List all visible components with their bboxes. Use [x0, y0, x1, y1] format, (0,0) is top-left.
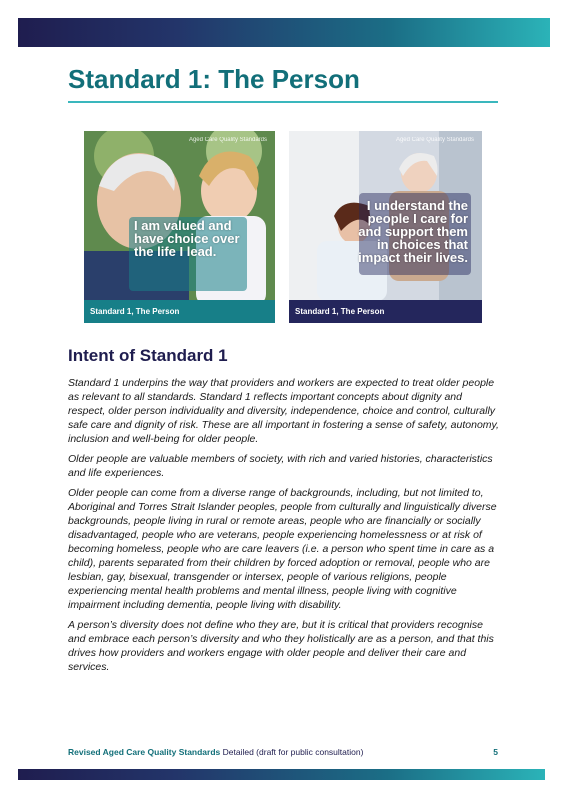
photo-caption-2: Standard 1, The Person: [289, 300, 482, 323]
paragraph: Standard 1 underpins the way that providers and workers are expected to treat older people as relevant to all standards. Standard 1 reflects important concepts about dignity and respect, older person individuality and diversity, independence, choice and control, culturally safe care and dignity of risk. These are all important in fostering a sense of safety, autonomy, inclusion and well-being for older people.: [68, 377, 499, 445]
title-divider: [68, 101, 498, 103]
photo-tag-2: Aged Care Quality Standards: [395, 137, 474, 143]
bottom-gradient-band: [18, 769, 545, 780]
section-heading: Intent of Standard 1: [68, 346, 228, 365]
section-body: [68, 376, 500, 680]
footer-brand: Revised Aged Care Quality Standards: [68, 747, 221, 757]
photo-quote-2: I understand the people I care for and support them in choices that impact their lives.: [358, 198, 468, 265]
standard-photo-1: [84, 131, 275, 323]
photo-caption-1: Standard 1, The Person: [84, 300, 275, 323]
page-number: 5: [493, 747, 498, 757]
paragraph: A person’s diversity does not define who they are, but it is critical that providers recognise and embrace each person’s diversity and who they holistically are as a person, and that this drives how providers and workers engage with older people and deliver their care and services.: [68, 619, 494, 673]
photo-tag-1: Aged Care Quality Standards: [188, 137, 267, 143]
page-footer: [68, 747, 498, 757]
photo-quote-1: I am valued and have choice over the life I lead.: [134, 218, 240, 259]
standard-photo-2: [289, 131, 482, 323]
top-gradient-band: [18, 18, 550, 47]
paragraph: Older people are valuable members of society, with rich and varied histories, characteristics and life experiences.: [68, 453, 493, 479]
footer-text: Detailed (draft for public consultation): [220, 747, 364, 757]
page-title: Standard 1: The Person: [68, 64, 360, 94]
paragraph: Older people can come from a diverse range of backgrounds, including, but not limited to, Aboriginal and Torres Strait Islander peoples, people from culturally and linguistically diverse backgrounds, people living in rural or remote areas, people who are financially or socially disadvantaged, people who are veterans, people experiencing homelessness or at risk of becoming homeless, people who are care leavers (i.e. a person who spent time in care as a child), parents separated from their children by forced adoption or removal, people who are lesbian, gay, bisexual, transgender or intersex, people of various religions, people experiencing mental health problems and mental illness, people living with cognitive impairment including dementia, people living with disability.: [68, 487, 497, 611]
